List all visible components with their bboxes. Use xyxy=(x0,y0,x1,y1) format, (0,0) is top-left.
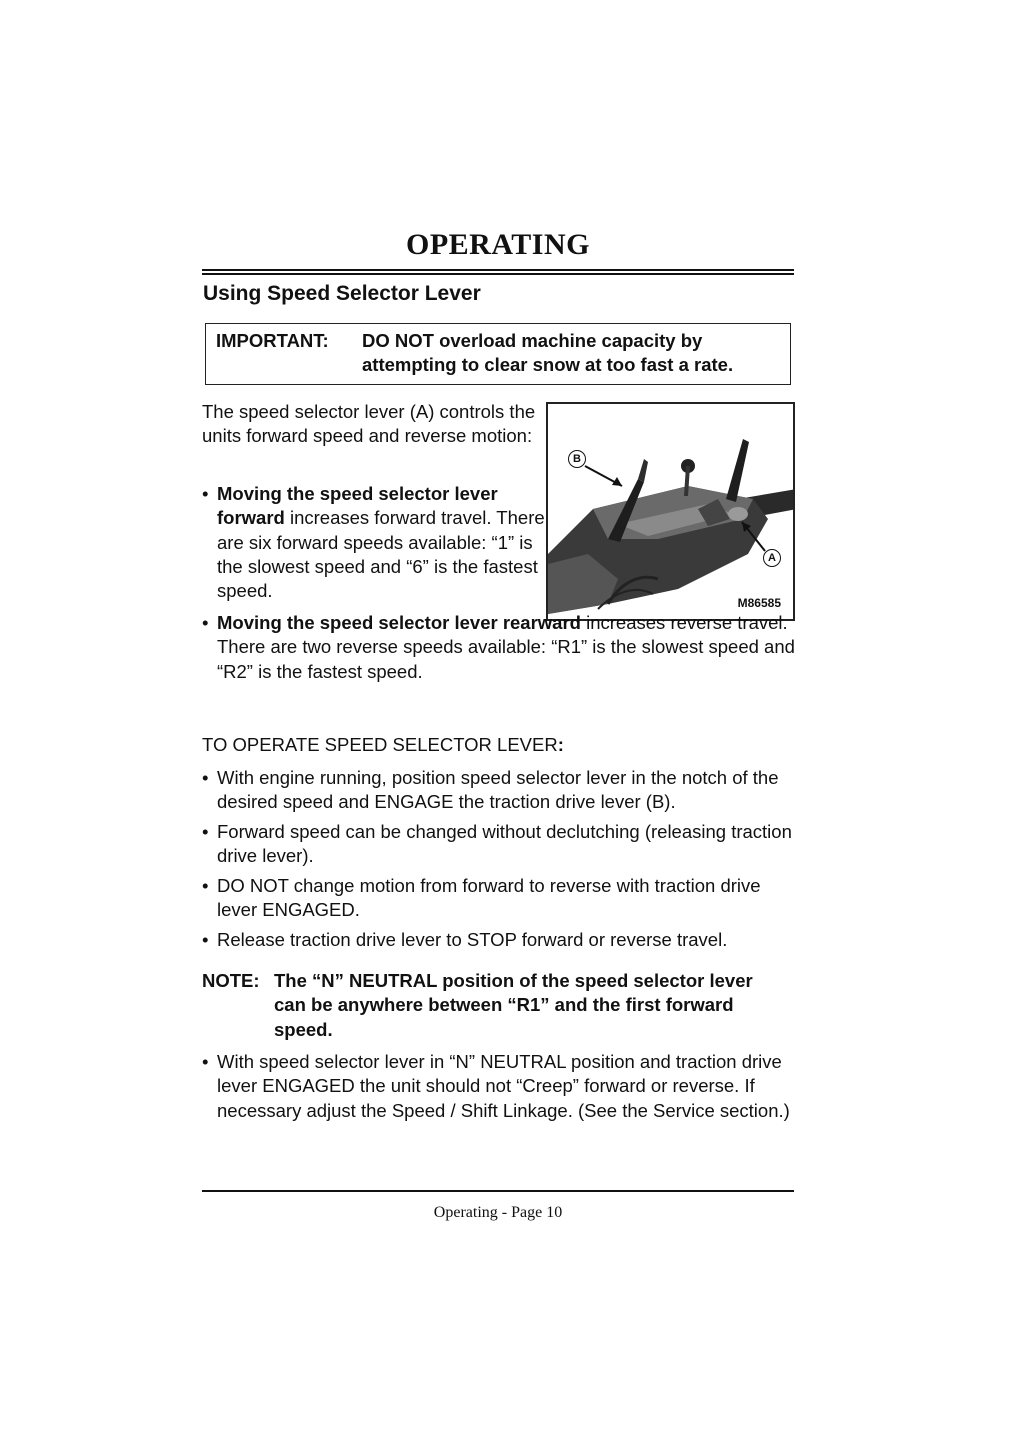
figure-code: M86585 xyxy=(737,596,781,610)
footer-rule xyxy=(202,1190,794,1192)
neutral-bullet xyxy=(202,1050,797,1123)
intro-paragraph: The speed selector lever (A) controls the units forward speed and reverse motion: xyxy=(202,401,536,447)
bullet-dot: • xyxy=(202,821,209,842)
important-label: IMPORTANT: xyxy=(216,330,329,351)
section-heading: Using Speed Selector Lever xyxy=(203,282,481,305)
bullet-forward xyxy=(202,482,547,603)
step-text: With engine running, position speed selector lever in the notch of the desired speed and ENGAGE the traction drive lever (B). xyxy=(217,767,779,813)
note-label: NOTE: xyxy=(202,970,260,991)
title-double-rule xyxy=(202,269,794,275)
speed-lever-figure xyxy=(546,402,795,621)
note-text: The “N” NEUTRAL position of the speed selector lever can be anywhere between “R1” and the first forward speed. xyxy=(274,970,753,1040)
procedure-step xyxy=(202,874,797,923)
procedure-heading-text: TO OPERATE SPEED SELECTOR LEVER xyxy=(202,734,558,755)
bullet-dot: • xyxy=(202,929,209,950)
step-text: Release traction drive lever to STOP forward or reverse travel. xyxy=(217,929,728,950)
bullet-bold: Moving the speed selector lever rearward xyxy=(217,612,581,633)
page-title: OPERATING xyxy=(406,228,590,261)
bullet-dot: • xyxy=(202,612,209,633)
procedure-step xyxy=(202,820,797,869)
callout-a: A xyxy=(763,549,781,567)
page-footer: Operating - Page 10 xyxy=(433,1204,563,1221)
bullet-dot: • xyxy=(202,483,209,504)
bullet-dot: • xyxy=(202,767,209,788)
callout-b: B xyxy=(568,450,586,468)
bullet-bold: Moving the speed selector lever forward xyxy=(217,483,498,529)
important-text: DO NOT overload machine capacity by attempting to clear snow at too fast a rate. xyxy=(362,330,734,375)
step-text: Forward speed can be changed without declutching (releasing traction drive lever). xyxy=(217,821,792,867)
bullet-rearward xyxy=(202,611,797,684)
procedure-step xyxy=(202,766,797,815)
bullet-dot: • xyxy=(202,1051,209,1072)
control-panel-illustration xyxy=(548,404,795,621)
bullet-text: increases forward travel. There are six forward speeds available: “1” is the slowest speed and “6” is the fastest speed. xyxy=(217,507,545,602)
step-text: DO NOT change motion from forward to reverse with traction drive lever ENGAGED. xyxy=(217,875,761,921)
bullet-text: increases reverse travel. There are two reverse speeds available: “R1” is the slowest speed and “R2” is the fastest speed. xyxy=(217,612,795,682)
important-box xyxy=(205,323,791,385)
procedure-step xyxy=(202,928,797,952)
neutral-bullet-text: With speed selector lever in “N” NEUTRAL position and traction drive lever ENGAGED the unit should not “Creep” forward or reverse. If necessary adjust the Speed / Shift Linkage. (See the Service section.) xyxy=(217,1051,790,1121)
bullet-dot: • xyxy=(202,875,209,896)
procedure-heading xyxy=(202,734,564,756)
procedure-heading-colon: : xyxy=(557,734,564,755)
